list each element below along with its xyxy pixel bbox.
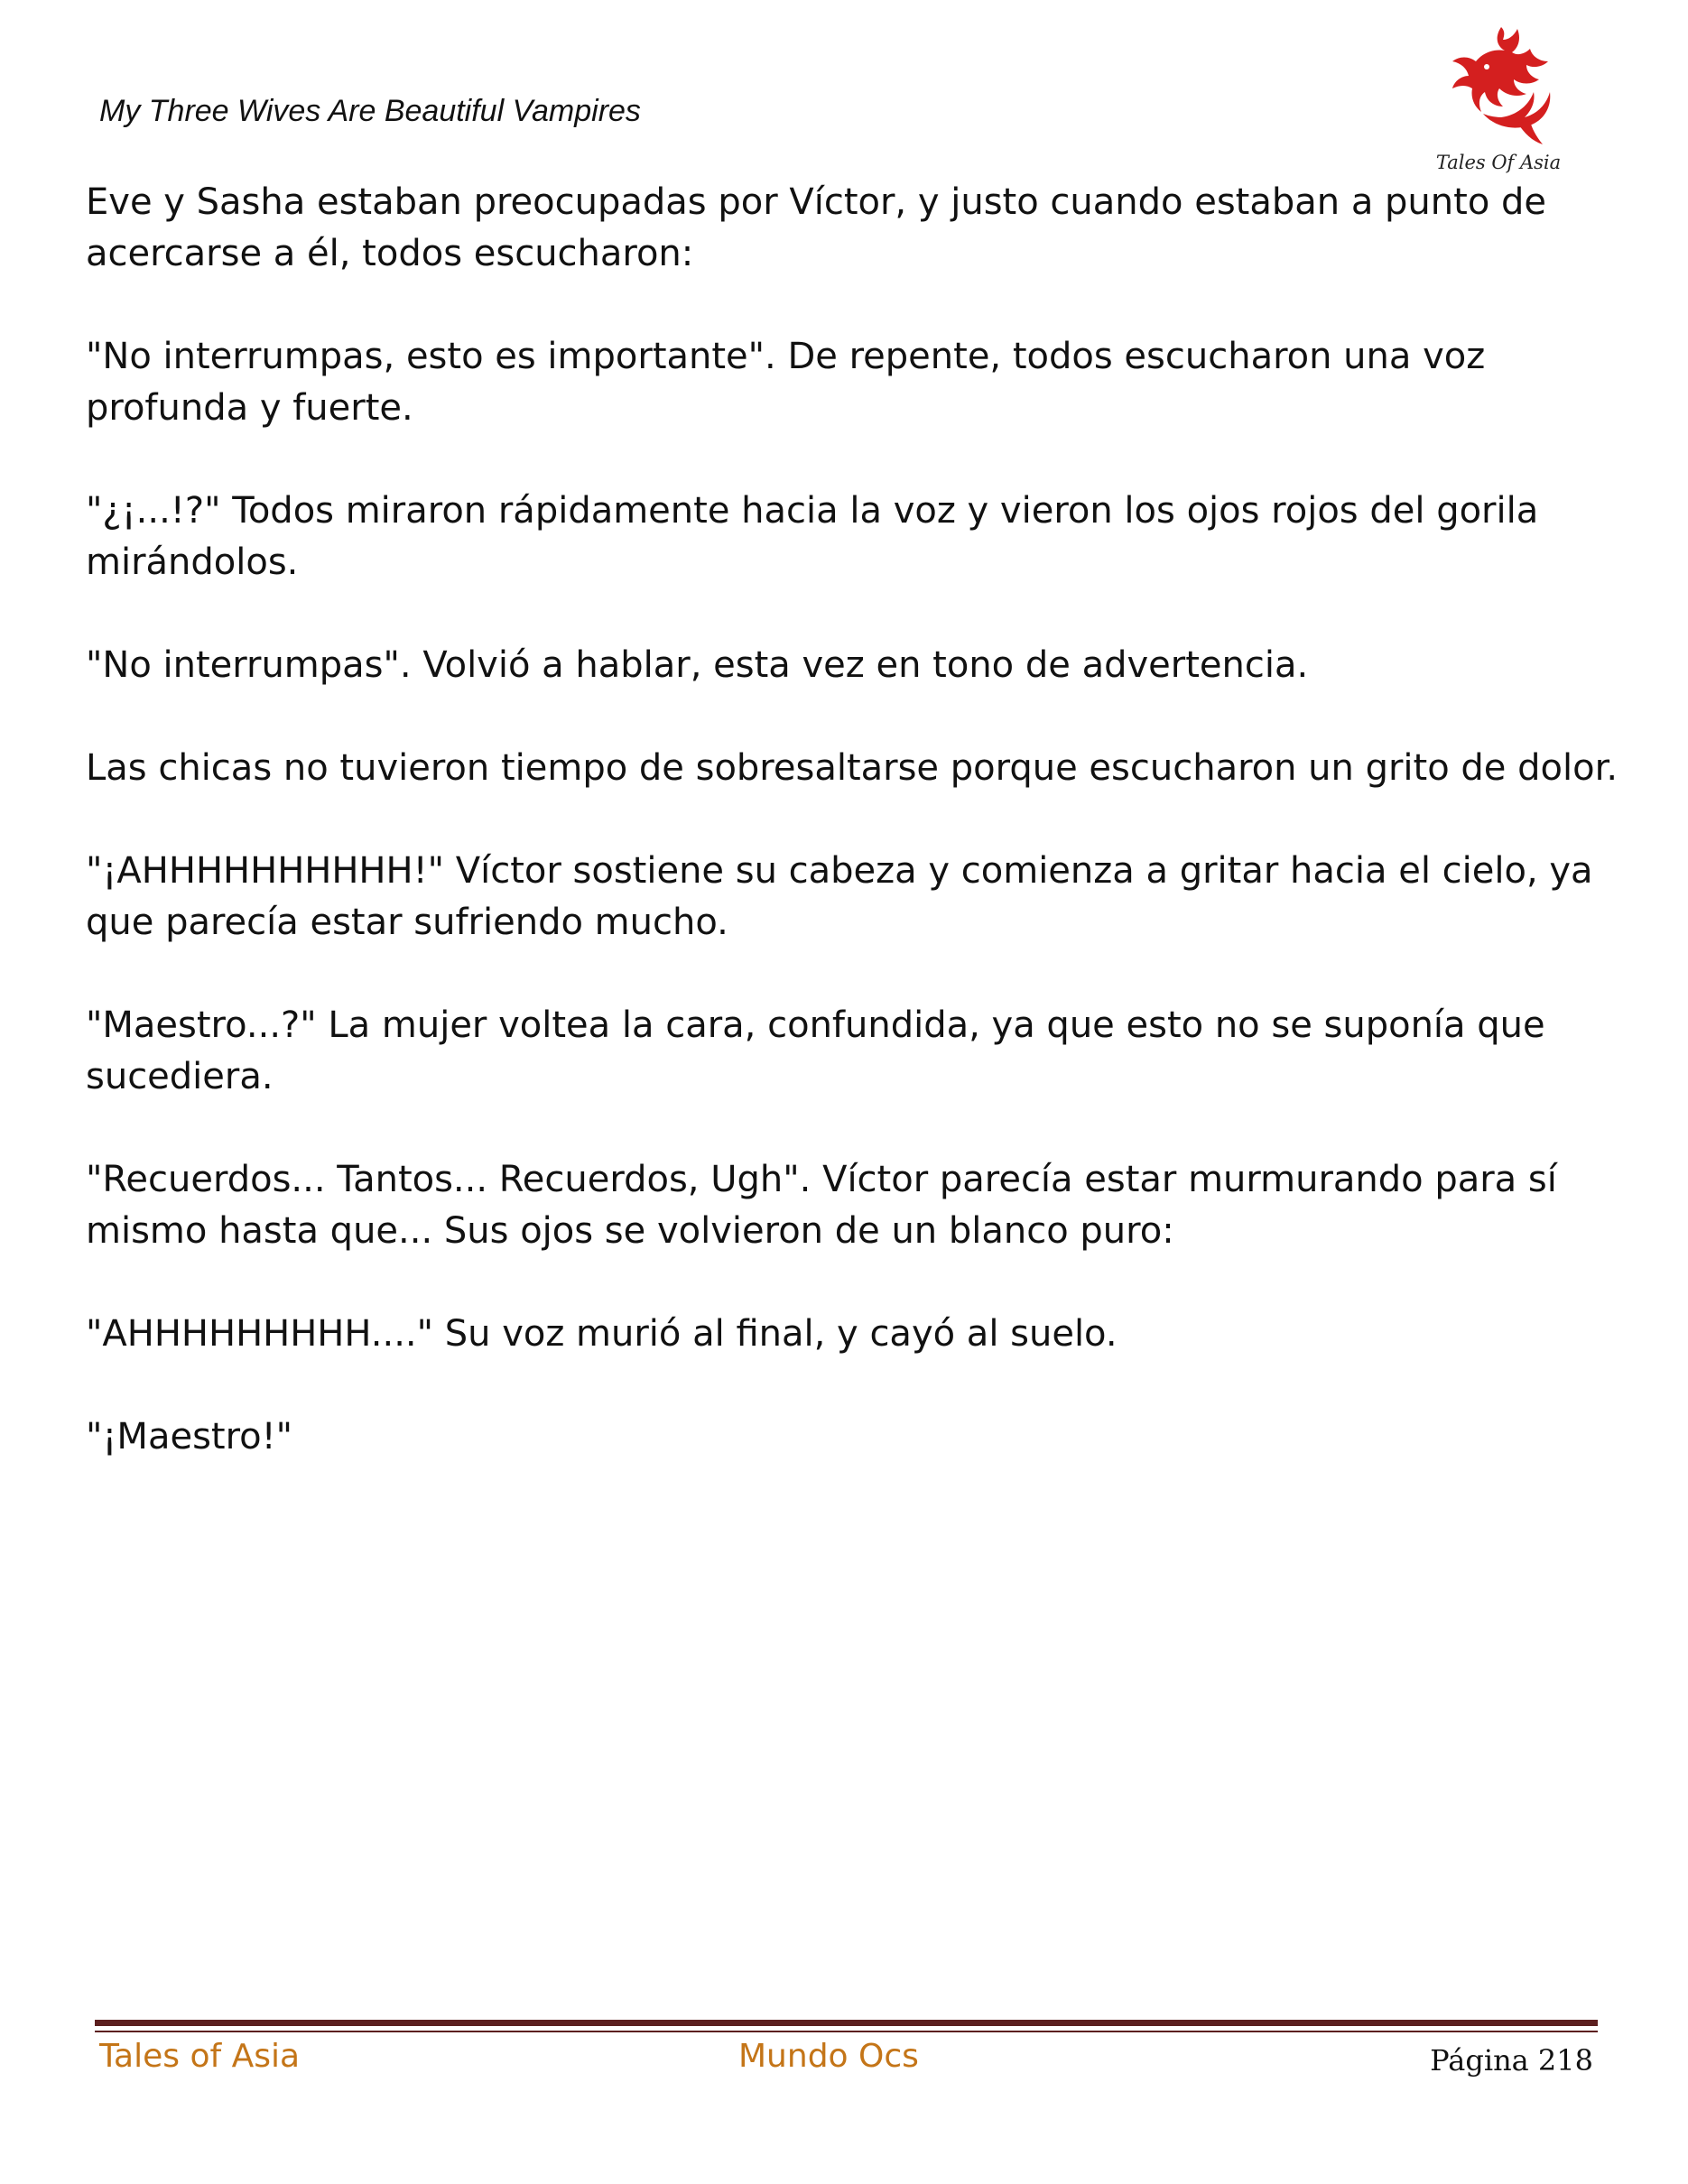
publisher-logo	[1431, 20, 1566, 182]
paragraph: "AHHHHHHHHH...." Su voz murió al final, y cayó al suelo.	[86, 1313, 1118, 1355]
logo-text: Tales Of Asia	[1435, 152, 1562, 173]
paragraph: "Recuerdos... Tantos... Recuerdos, Ugh". Víctor parecía estar murmurando para sí mismo hasta que... Sus ojos se volvieron de un blanco puro:	[86, 1159, 1557, 1252]
red-dragon-icon	[1431, 20, 1566, 155]
paragraph: "No interrumpas". Volvió a hablar, esta vez en tono de advertencia.	[86, 644, 1309, 686]
paragraph: "¿¡...!?" Todos miraron rápidamente hacia la voz y vieron los ojos rojos del gorila mirándolos.	[86, 490, 1539, 583]
paragraph: Eve y Sasha estaban preocupadas por Víctor, y justo cuando estaban a punto de acercarse a él, todos escucharon:	[86, 181, 1547, 274]
paragraph: Las chicas no tuvieron tiempo de sobresaltarse porque escucharon un grito de dolor.	[86, 747, 1618, 789]
paragraph: "¡AHHHHHHHHHH!" Víctor sostiene su cabeza y comienza a gritar hacia el cielo, ya que parecía estar sufriendo mucho.	[86, 850, 1593, 943]
footer-series: Mundo Ocs	[738, 2038, 919, 2075]
body-text	[86, 177, 1620, 1514]
footer-divider-thin	[95, 2031, 1598, 2032]
book-title: My Three Wives Are Beautiful Vampires	[99, 94, 641, 128]
footer-publisher: Tales of Asia	[99, 2038, 301, 2075]
page-number: Página 218	[1430, 2043, 1593, 2078]
paragraph: "¡Maestro!"	[86, 1416, 293, 1458]
paragraph: "Maestro...?" La mujer voltea la cara, confundida, ya que esto no se suponía que sucediera.	[86, 1004, 1545, 1097]
footer-divider	[95, 2020, 1598, 2026]
paragraph: "No interrumpas, esto es importante". De repente, todos escucharon una voz profunda y fuerte.	[86, 336, 1486, 429]
